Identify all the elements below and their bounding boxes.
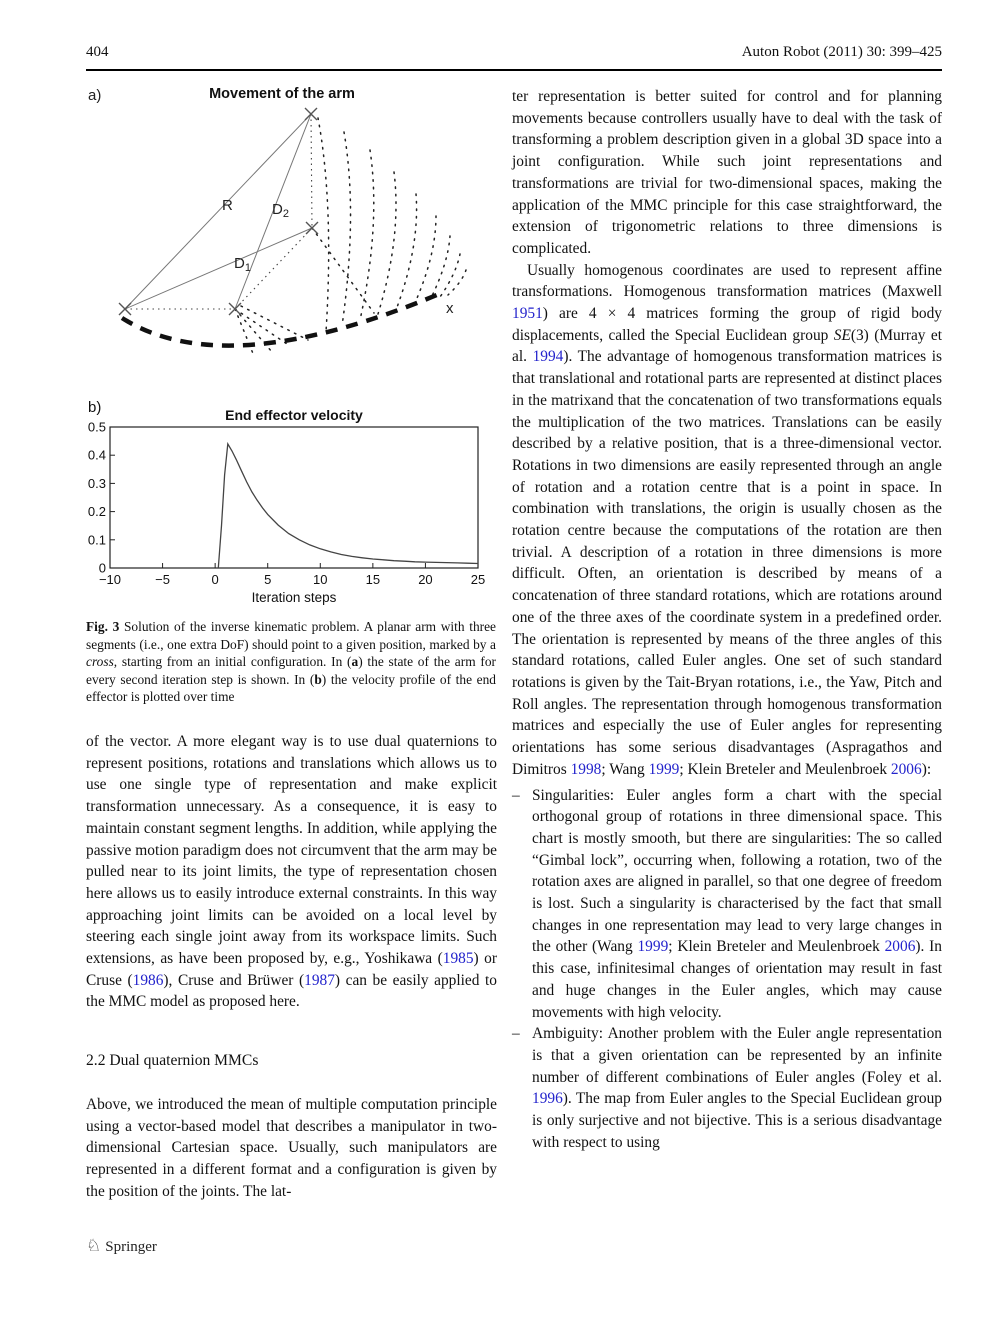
bullet-text xyxy=(532,785,942,1024)
chart-title: End effector velocity xyxy=(225,410,363,423)
text-segment: ): xyxy=(921,760,932,778)
text-segment: ; Wang xyxy=(601,760,649,778)
left-paragraph-intro: Above, we introduced the mean of multiple computation principle using a vector-based model that describes a manipulator in two-dimensional Cartesian space. Usually, such manipulators are represented in a different format and a configuration is given by the position of the joints. The lat- xyxy=(86,1096,497,1200)
figure-arm-movement xyxy=(86,84,500,388)
text-segment: Ambiguity: Another problem with the Euler angle representation is that a given orientation can be represented by an infinite number of different combinations of Euler angles (Foley et al. xyxy=(532,1025,942,1086)
panel-b-label: b) xyxy=(88,399,102,416)
right-paragraph-continuation: ter representation is better suited for control and for planning movements because controllers usually have to deal with the task of transforming a problem description given in a global 3D space into a joint configuration. While such joint representations and transformations are trivial for two-dimensional spaces, making the application of the MMC principle for this case straightforward, the extension of trigonometric relations to three dimensions is complicated. xyxy=(512,88,942,257)
citation-link[interactable]: 1999 xyxy=(637,938,669,956)
text-segment: ; Klein Breteler and Meulenbroek xyxy=(679,760,891,778)
y-tick-label: 0.5 xyxy=(87,419,106,435)
text-segment: (3) (Murray et al. xyxy=(512,326,943,366)
bullet-ambiguity xyxy=(512,1023,942,1153)
x-tick-label: 0 xyxy=(211,572,219,587)
text-segment: b xyxy=(314,671,322,687)
citation-link[interactable]: 1986 xyxy=(132,971,164,989)
text-segment: Singularities: Euler angles form a chart with the special orthogonal group of rotations in three dimensional space. This chart is mostly smooth, but there are singularities: The so called “Gimbal lock”, occurring when, following a rotation, two of the rotation axes are aligned in parallel, so that one degree of freedom is lost. Such a singularity is characterised by the fact that small changes in one representation may lead to very large changes in the other (Wang xyxy=(532,786,942,956)
iteration-fan xyxy=(235,118,466,356)
x-axis-label: Iteration steps xyxy=(251,590,337,605)
text-segment: a xyxy=(351,654,359,669)
label-d1 xyxy=(234,255,251,274)
x-tick-label: 5 xyxy=(264,572,272,587)
right-paragraph-homogenous xyxy=(512,260,942,781)
text-segment: , starting from an initial configuration. In ( xyxy=(113,654,352,669)
springer-logo-icon: ♘ xyxy=(86,1236,102,1255)
velocity-chart xyxy=(86,410,496,610)
citation-link[interactable]: 2006 xyxy=(884,938,916,956)
label-d2 xyxy=(272,201,289,220)
x-tick-label: −10 xyxy=(98,572,122,587)
journal-reference: Auton Robot (2011) 30: 399–425 xyxy=(741,44,942,60)
x-tick-label: 20 xyxy=(418,572,433,587)
citation-link[interactable]: 1985 xyxy=(442,950,474,968)
bullet-marker: – xyxy=(512,786,520,804)
text-segment: ). In this case, infinitesimal changes of orientation may result in fast and huge changes in the Euler angles, which may cause movements with high velocity. xyxy=(532,938,942,1021)
text-segment: ) or Cruse ( xyxy=(86,950,497,989)
x-tick-label: 10 xyxy=(313,572,328,587)
figure-caption xyxy=(86,618,496,706)
citation-link[interactable]: 1996 xyxy=(532,1090,563,1108)
bullet-singularities xyxy=(512,785,942,1024)
label-d2-sub: 2 xyxy=(282,208,289,220)
citation-link[interactable]: 1994 xyxy=(532,348,564,366)
y-tick-label: 0 xyxy=(98,560,106,576)
text-segment: ; Klein Breteler and Meulenbroek xyxy=(668,938,885,956)
citation-link[interactable]: 1999 xyxy=(648,760,680,778)
label-d2-base: D xyxy=(272,201,283,218)
text-segment: ) the state of the arm for every second iteration step is shown. In ( xyxy=(86,654,496,687)
text-segment: of the vector. A more elegant way is to use dual quaternions to represent positions, rotations and translations which allows us to use one single type of representation and make explicit transformation unnecessary. As a consequence, it is easy to maintain constant segment lengths. In addition, while applying the passive motion paradigm does not circumvent that the arm may be pulled near to its joint limits, the type of representation chosen here allows us to easily introduce external constraints. In this way approaching joint limits can be avoided on a local level by steering each single joint away from its workspace limits. Such extensions, as have been proposed by, e.g., Yoshikawa ( xyxy=(86,733,497,968)
bullet-text xyxy=(532,1023,942,1153)
label-x-axis: x xyxy=(446,300,454,317)
citation-link[interactable]: 1998 xyxy=(570,760,602,778)
text-segment: cross xyxy=(86,654,114,669)
velocity-curve xyxy=(218,444,478,568)
label-r: R xyxy=(222,197,233,214)
text-segment: Solution of the inverse kinematic problem. A planar arm with three segments (i.e., one extra DoF) should point to a given position, marked by a xyxy=(86,619,496,652)
text-segment: ) can be easily applied to the MMC model as proposed here. xyxy=(86,971,497,1011)
citation-link[interactable]: 2006 xyxy=(890,760,922,778)
label-d1-sub: 1 xyxy=(244,262,251,274)
text-segment: ) are 4 × 4 matrices forming the group of rigid body displacements, called the Special Euclidean group xyxy=(512,305,942,344)
text-segment: ). The advantage of homogenous transformation matrices is that translational and rotational parts are represented at distinct places in the matrixand that the concatenation of two transformations equals the multiplication of the two matrices. Translations can be easily described by a relative position, that is a three-dimensional vector. Rotations in two dimensions are easily represented through an angle of rotation and a rotation centre that is a point in space. In combination with translations, the origin is usually chosen as the rotation centre because the computations of the rotation are then trivial. A description of a rotation in three dimensions is more difficult. Often, an orientation is described by means of a concatenation of three standard rotations, which are rotations around one of the three axes of the coordinate system in a predefined order. The orientation is represented by means of the three angles of this standard rotations, called Euler angles. One set of such standard rotations is given by the Tait-Bryan rotations, i.e., the Yaw, Pitch and Roll angles. The representation through homogenous transformation matrices and especially the use of Euler angles for representing orientations has some serious disadvantages (Aspragathos and Dimitros xyxy=(512,348,943,778)
left-paragraph-continuation xyxy=(86,731,497,1013)
publisher-name: Springer xyxy=(105,1239,157,1255)
citation-link[interactable]: 1951 xyxy=(512,305,543,323)
x-tick-label: 15 xyxy=(365,572,381,587)
end-effector-trace xyxy=(122,292,444,346)
y-tick-label: 0.1 xyxy=(87,532,106,548)
label-d1-base: D xyxy=(234,255,245,272)
y-tick-label: 0.2 xyxy=(87,504,106,520)
text-segment: Fig. 3 xyxy=(86,619,120,634)
text-segment: Usually homogenous coordinates are used to represent affine transformations. Homogenous transformation matrices (Maxwell xyxy=(512,261,942,301)
text-segment: ) the velocity profile of the end effector is plotted over time xyxy=(86,671,496,704)
x-tick-label: 25 xyxy=(470,572,486,587)
text-segment: ). The map from Euler angles to the Special Euclidean group is only surjective and not bijective. This is a serious disadvantage with respect to using xyxy=(532,1090,942,1151)
x-tick-label: −5 xyxy=(155,572,170,587)
citation-link[interactable]: 1987 xyxy=(304,971,335,989)
text-segment: SE xyxy=(833,326,851,344)
publisher-footer xyxy=(86,1236,157,1256)
figure-a-title: Movement of the arm xyxy=(209,86,355,102)
section-heading: 2.2 Dual quaternion MMCs xyxy=(86,1052,259,1069)
bullet-marker: – xyxy=(512,1025,520,1043)
panel-a-label: a) xyxy=(88,87,102,104)
plot-box xyxy=(110,427,478,568)
y-tick-label: 0.4 xyxy=(87,447,106,463)
text-segment: ), Cruse and Brüwer ( xyxy=(163,971,305,989)
y-tick-label: 0.3 xyxy=(87,475,106,491)
page-number: 404 xyxy=(86,44,109,60)
header-rule xyxy=(86,69,942,71)
